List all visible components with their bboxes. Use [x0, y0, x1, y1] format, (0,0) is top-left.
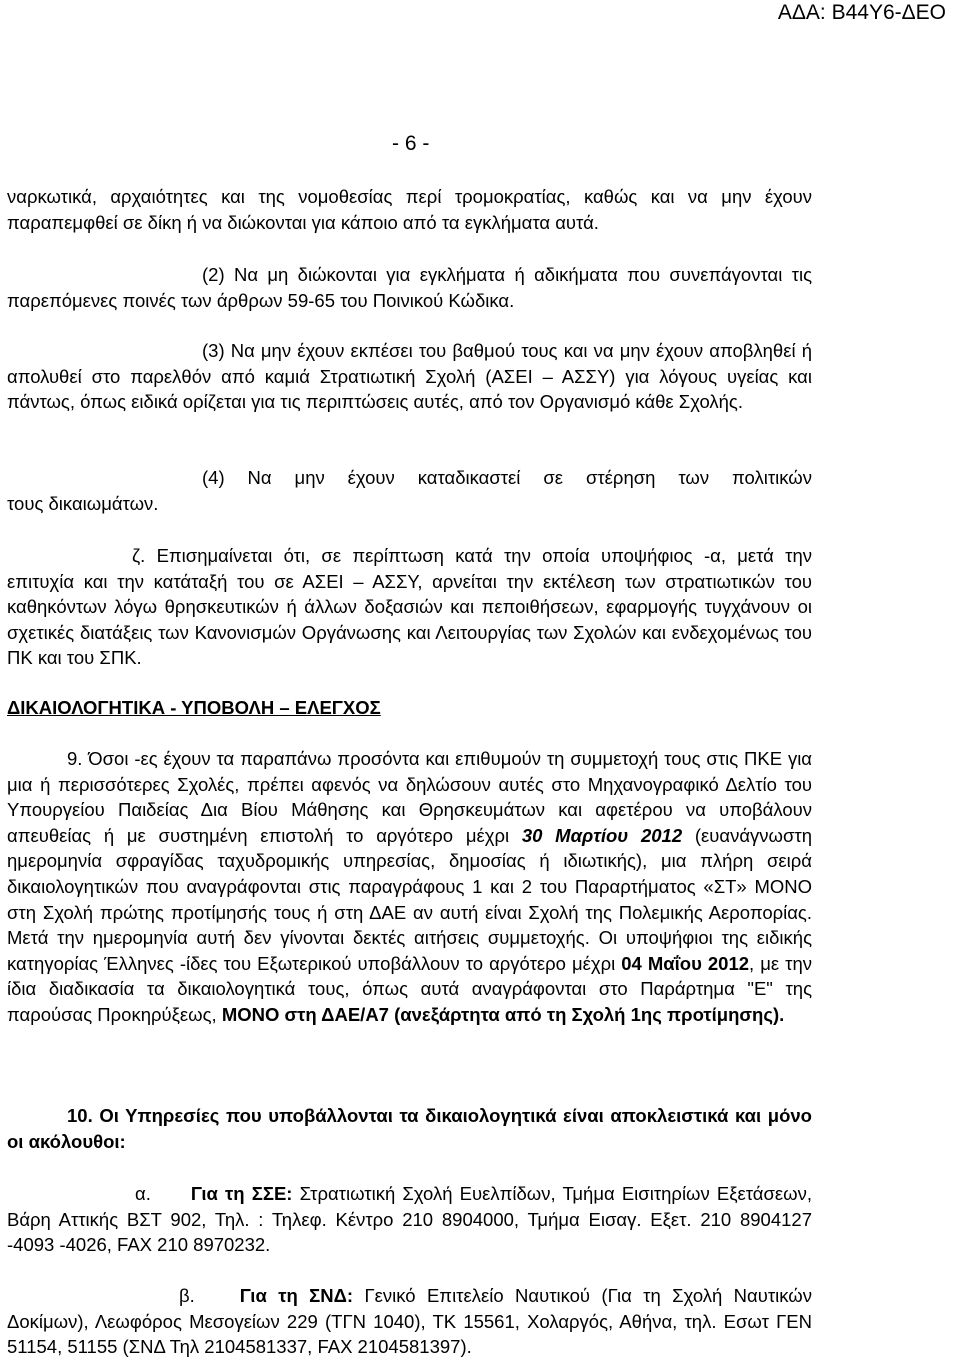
beta-label: β. [179, 1285, 195, 1306]
paragraph-continuation: ναρκωτικά, αρχαιότητες και της νομοθεσίας περί τρομοκρατίας, καθώς και να μην έχουν παραπεμφθεί σε δίκη ή να διώκονται για κάποιο από τα εγκλήματα αυτά. [7, 186, 812, 233]
paragraph-item-4-line2: τους δικαιωμάτων. [7, 493, 159, 514]
beta-text: Γενικό Επιτελείο Ναυτικού (Για τη Σχολή Ναυτικών Δοκίμων), Λεωφόρος Μεσογείων 229 (ΤΓΝ 1040), ΤΚ 15561, Χολαργός, Αθήνα, τηλ. Εσωτ ΓΕΝ 51154, 51155 (ΣΝΔ Τηλ 2104581337, FAX 2104581397). [7, 1285, 812, 1358]
paragraph-item-3: (3) Να μην έχουν εκπέσει του βαθμού τους και να μην έχουν αποβληθεί ή απολυθεί στο παρελθόν από καμιά Στρατιωτική Σχολή (ΑΣΕΙ – ΑΣΣΥ) για λόγους υγείας και πάντως, όπως ειδικά ορίζεται για τις περιπτώσεις αυτές, από τον Οργανισμό κάθε Σχολής. [7, 340, 812, 413]
paragraph-zeta: ζ. Επισημαίνεται ότι, σε περίπτωση κατά την οποία υποψήφιος -α, μετά την επιτυχία και την κατάταξή του σε ΑΣΕΙ – ΑΣΣΥ, αρνείται την εκτέλεση των στρατιωτικών του καθηκόντων λόγω θρησκευτικών ή άλλων δοξασιών και πεποιθήσεων, εφαρμογής τυγχάνουν οι σχετικές διατάξεις των Κανονισμών Οργάνωσης και Λειτουργίας των Σχολών και ενδεχομένως του ΠΚ και του ΣΠΚ. [7, 545, 812, 669]
item-9-text-b: (ευανάγνωστη ημερομηνία σφραγίδας ταχυδρομικής υπηρεσίας, δημοσίας ή ιδιωτικής), μια πλήρη σειρά δικαιολογητικών που αναγράφονται στις παραγράφους 1 και 2 του Παραρτήματος «ΣΤ» ΜΟΝΟ στη Σχολή πρώτης προτίμησής τους ή στη ΔΑΕ αν αυτή είναι Σχολή της Πολεμικής Αεροπορίας. Μετά την ημερομηνία αυτή δεν γίνονται δεκτές αιτήσεις συμμετοχής. Οι υποψήφιοι της ειδικής κατηγορίας Έλληνες -ίδες του Εξωτερικού υποβάλλουν το αργότερο μέχρι [7, 824, 813, 974]
ada-code: ΑΔΑ: Β44Υ6-ΔΕΟ [777, 1, 946, 24]
paragraph-item-beta [7, 1283, 812, 1360]
item-9-text-a: 9. Όσοι -ες έχουν τα παραπάνω προσόντα και επιθυμούν τη συμμετοχή τους στις ΠΚΕ για μια ή περισσότερες Σχολές, πρέπει αφενός να δηλώσουν αυτές στο Μηχανογραφικό Δελτίο του Υπουργείου Παιδείας Δια Βίου Μάθησης και Θρησκευμάτων και αφετέρου να υποβάλουν απευθείας ή με συστημένη επιστολή το αργότερο μέχρι [7, 748, 812, 846]
paragraph-item-10: 10. Οι Υπηρεσίες που υποβάλλονται τα δικαιολογητικά είναι αποκλειστικά και μόνο οι ακόλουθοι: [7, 1105, 812, 1152]
page-number: - 6 - [392, 132, 430, 155]
paragraph-item-2: (2) Να μη διώκονται για εγκλήματα ή αδικήματα που συνεπάγονται τις παρεπόμενες ποινές των άρθρων 59-65 του Ποινικού Κώδικα. [7, 264, 812, 311]
alpha-text: Στρατιωτική Σχολή Ευελπίδων, Τμήμα Εισιτηρίων Εξετάσεων, Βάρη Αττικής ΒΣΤ 902, Τηλ. : Τηλεφ. Κέντρο 210 8904000, Τμήμα Εισαγ. Εξετ. 210 8904127 -4093 -4026, FAX 210 8970232. [7, 1183, 813, 1256]
paragraph-item-4-line1: (4) Να μην έχουν καταδικαστεί σε στέρηση των πολιτικών [202, 467, 812, 488]
deadline-date-2: 04 Μαΐου 2012 [621, 952, 750, 974]
item-9-text-c: , με την ίδια διαδικασία τα δικαιολογητικά τους, όπως αυτά αναγράφονται στο Παράρτημα "Ε" της παρούσας Προκηρύξεως, [7, 952, 812, 1025]
deadline-date-1: 30 Μαρτίου 2012 [521, 824, 683, 846]
paragraph-item-alpha [7, 1181, 812, 1258]
paragraph-item-9 [7, 746, 812, 1028]
item-9-text-d: ΜΟΝΟ στη ΔΑΕ/Α7 (ανεξάρτητα από τη Σχολή 1ης προτίμησης). [221, 1003, 785, 1025]
section-heading: ΔΙΚΑΙΟΛΟΓΗΤΙΚΑ - ΥΠΟΒΟΛΗ – ΕΛΕΓΧΟΣ [7, 697, 381, 718]
alpha-label: α. [135, 1183, 151, 1204]
beta-bold-label: Για τη ΣΝΔ: [239, 1285, 354, 1306]
alpha-bold-label: Για τη ΣΣΕ: [190, 1183, 293, 1204]
